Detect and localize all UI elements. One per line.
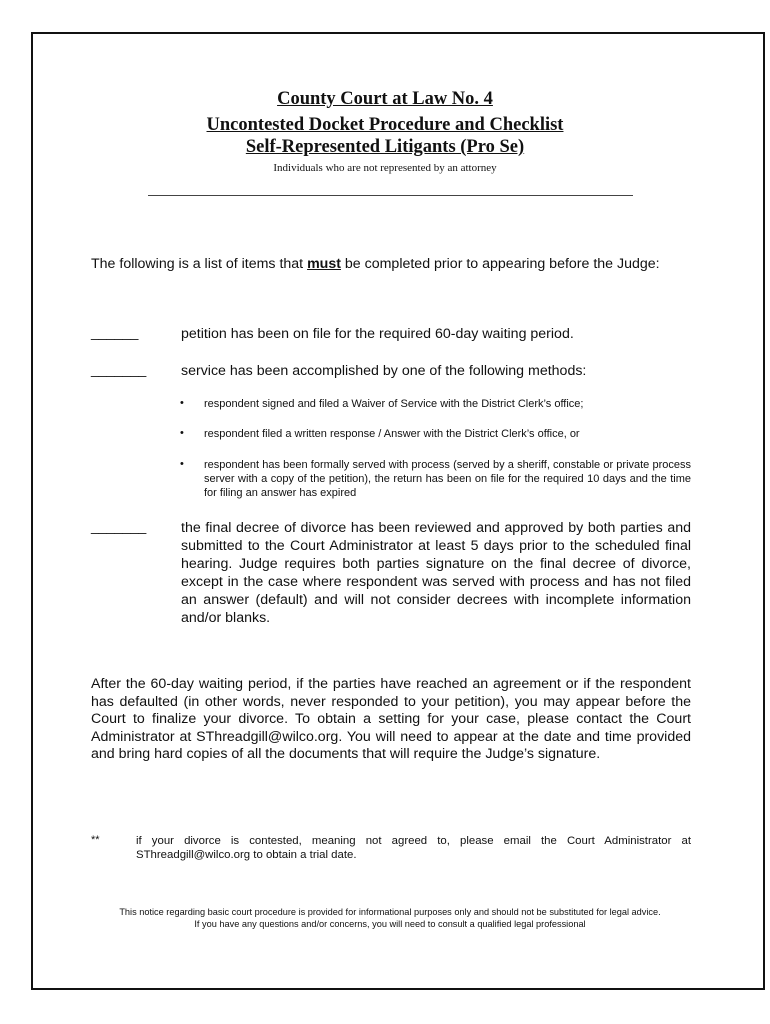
checklist-blank-1: ______ bbox=[91, 325, 139, 341]
title-litigants: Self-Represented Litigants (Pro Se) bbox=[245, 137, 525, 157]
bullet-dot: • bbox=[180, 397, 184, 409]
intro-text-after: be completed prior to appearing before the Judge: bbox=[340, 256, 660, 272]
service-method-3: respondent has been formally served with process (served by a sheriff, constable or private process server with a copy of the petition), the return has been on file for the required 10 days and the time for filing an answer has expired bbox=[204, 459, 691, 500]
subtitle: Individuals who are not represented by an attorney bbox=[273, 162, 497, 174]
title-court-name: County Court at Law No. 4 bbox=[277, 89, 493, 109]
intro-emphasis: must bbox=[307, 256, 341, 272]
disclaimer-line-2: If you have any questions and/or concerns, you will need to consult a qualified legal professional bbox=[194, 918, 586, 929]
divider-line bbox=[148, 195, 633, 196]
checklist-blank-2: _______ bbox=[91, 362, 147, 378]
contested-note: if your divorce is contested, meaning not agreed to, please email the Court Administrator at SThreadgill@wilco.org to obtain a trial date. bbox=[136, 835, 691, 862]
intro-paragraph bbox=[91, 256, 691, 274]
bullet-dot: • bbox=[180, 458, 184, 470]
disclaimer-line-1: This notice regarding basic court procedure is provided for informational purposes only and should not be substituted for legal advice. bbox=[119, 907, 661, 917]
intro-text-before: The following is a list of items that bbox=[91, 256, 308, 272]
disclaimer-footer bbox=[60, 907, 720, 930]
bullet-dot: • bbox=[180, 427, 184, 439]
checklist-item-3: the final decree of divorce has been reviewed and approved by both parties and submitted to the Court Administrator at least 5 days prior to the scheduled final hearing. Judge requires both parties signature on the final decree of divorce, except in the case where respondent was served with process and has not filed an answer (default) and will not consider decrees with incomplete information and/or blanks. bbox=[181, 520, 691, 626]
checklist-item-1: petition has been on file for the required 60-day waiting period. bbox=[181, 326, 574, 342]
note-marker: ** bbox=[91, 834, 100, 846]
after-waiting-period-paragraph: After the 60-day waiting period, if the parties have reached an agreement or if the respondent has defaulted (in other words, never responded to your petition), you may appear before the Court to finalize your divorce. To obtain a setting for your case, please contact the Court Administrator at SThreadgill@wilco.org. You will need to appear at the date and time provided and bring hard copies of all the documents that will require the Judge’s signature. bbox=[91, 676, 691, 763]
checklist-blank-3: _______ bbox=[91, 519, 147, 535]
service-method-2: respondent filed a written response / Answer with the District Clerk’s office, or bbox=[204, 428, 580, 440]
title-procedure: Uncontested Docket Procedure and Checklist bbox=[206, 115, 564, 135]
service-method-1: respondent signed and filed a Waiver of Service with the District Clerk’s office; bbox=[204, 398, 584, 410]
checklist-item-2: service has been accomplished by one of the following methods: bbox=[181, 363, 587, 379]
